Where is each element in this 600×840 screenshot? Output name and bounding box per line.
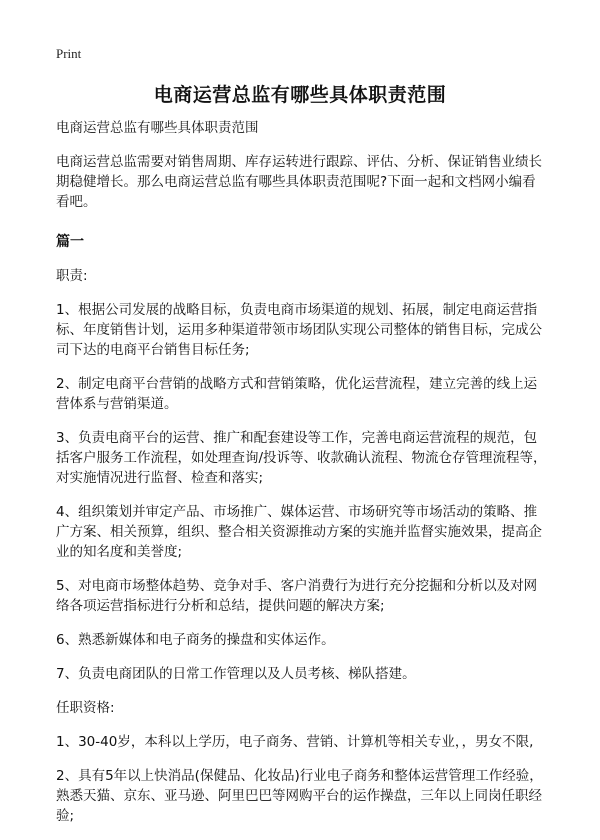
- article-body: [56, 118, 548, 840]
- duty-item: 7、负责电商团队的日常工作管理以及人员考核、梯队搭建。: [56, 666, 416, 682]
- qualifications-label: 任职资格:: [56, 700, 115, 716]
- duty-item: 5、对电商市场整体趋势、竞争对手、客户消费行为进行充分挖掘和分析以及对网络各项运营指标进行分析和总结，提供问题的解决方案;: [56, 578, 538, 614]
- article-subtitle: 电商运营总监有哪些具体职责范围: [56, 120, 259, 136]
- intro-paragraph: 电商运营总监需要对销售周期、库存运转进行跟踪、评估、分析、保证销售业绩长期稳健增长。那么电商运营总监有哪些具体职责范围呢?下面一起和文档网小编看看吧。: [56, 154, 542, 210]
- print-link[interactable]: Print: [56, 46, 82, 61]
- duty-item: 3、负责电商平台的运营、推广和配套建设等工作，完善电商运营流程的规范，包括客户服务工作流程，如处理查询/投诉等、收款确认流程、物流仓存管理流程等，对实施情况进行监督、检查和落实;: [56, 430, 547, 486]
- qualification-item: 2、具有5年以上快消品(保健品、化妆品)行业电子商务和整体运营管理工作经验，熟悉天猫、京东、亚马逊、阿里巴巴等网购平台的运作操盘，三年以上同岗任职经验;: [56, 768, 543, 824]
- duty-item: 2、制定电商平台营销的战略方式和营销策略，优化运营流程，建立完善的线上运营体系与营销渠道。: [56, 376, 538, 412]
- qualification-item: 1、30-40岁，本科以上学历，电子商务、营销、计算机等相关专业，，男女不限,: [56, 734, 534, 750]
- section-heading: 篇一: [56, 234, 84, 250]
- page-title: 电商运营总监有哪些具体职责范围: [153, 84, 447, 106]
- duties-label: 职责:: [56, 268, 88, 284]
- duty-item: 1、根据公司发展的战略目标，负责电商市场渠道的规划、拓展，制定电商运营指标、年度销售计划，运用多种渠道带领市场团队实现公司整体的销售目标，完成公司下达的电商平台销售目标任务;: [56, 302, 542, 358]
- duty-item: 6、熟悉新媒体和电子商务的操盘和实体运作。: [56, 632, 335, 648]
- duty-item: 4、组织策划并审定产品、市场推广、媒体运营、市场研究等市场活动的策略、推广方案、相关预算，组织、整合相关资源推动方案的实施并监督实施效果，提高企业的知名度和美誉度;: [56, 504, 542, 560]
